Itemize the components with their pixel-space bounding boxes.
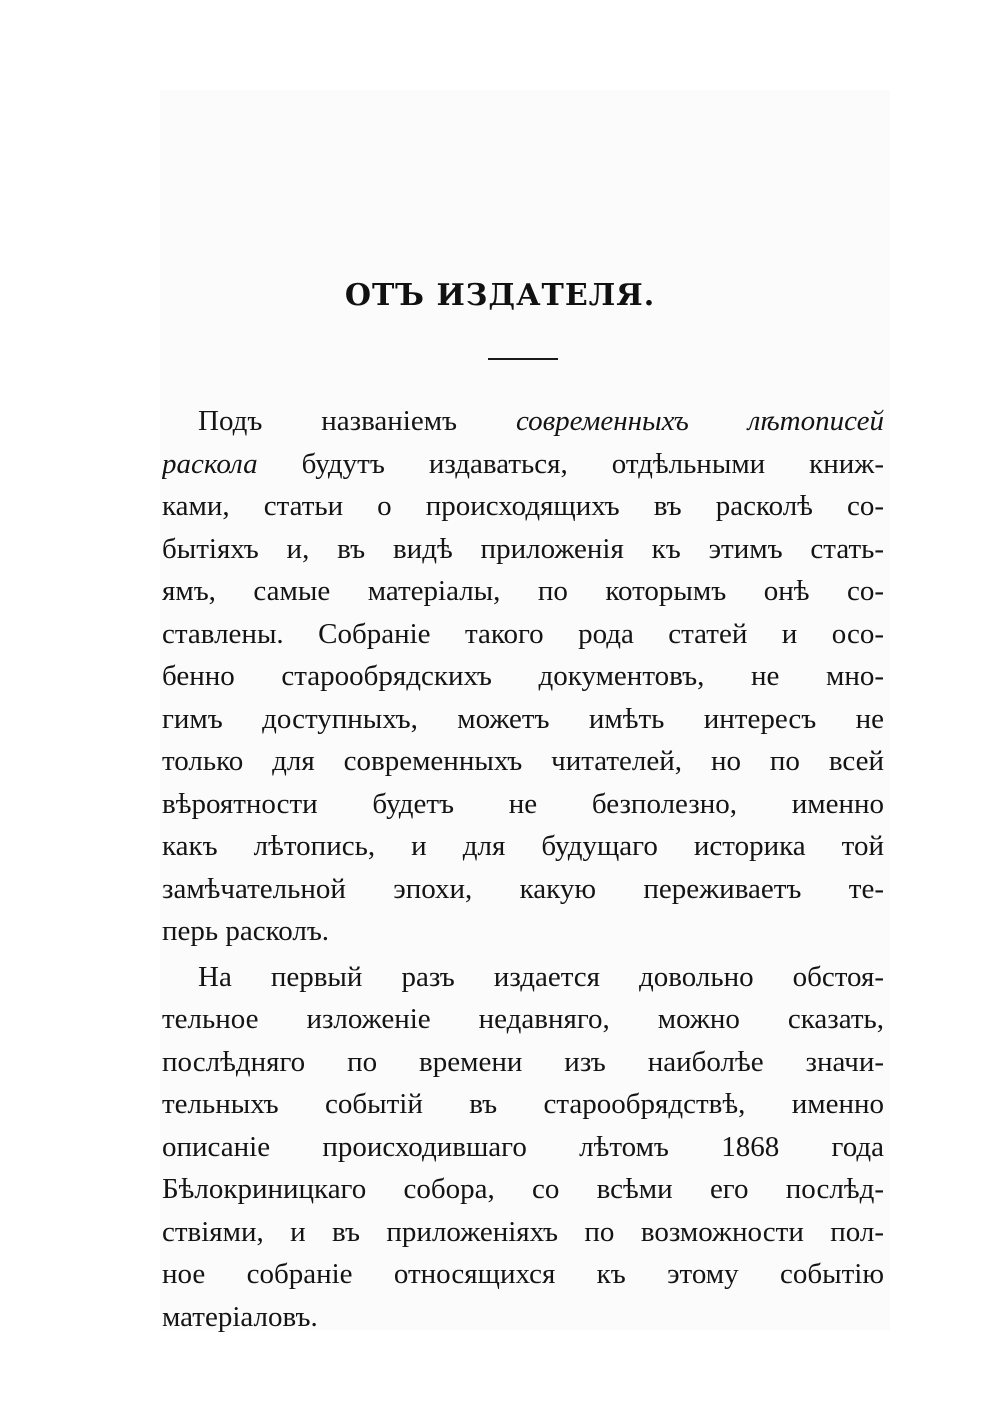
text-line: только для современныхъ читателей, но по всей [162, 745, 884, 777]
text-line: послѣдняго по времени изъ наиболѣе значи- [162, 1045, 884, 1078]
text-line: матеріаловъ. [162, 1300, 318, 1333]
paragraph-2 [162, 956, 884, 1339]
italic-phrase: современныхъ лѣтописей [515, 405, 884, 437]
text-line: раскола будутъ издаваться, отдѣльными книж- [162, 447, 884, 480]
text-line: гимъ доступныхъ, можетъ имѣть интересъ не [162, 702, 884, 735]
text-line: тельное изложеніе недавняго, можно сказать, [162, 1003, 884, 1035]
text-line: Подъ названіемъ современныхъ лѣтописей [198, 405, 884, 437]
text-line: ставлены. Собраніе такого рода статей и осо- [162, 617, 884, 650]
text-line: ками, статьи о происходящихъ въ расколѣ со- [162, 490, 884, 522]
italic-phrase: раскола [162, 447, 258, 480]
title-divider [488, 358, 558, 360]
paragraph-1 [162, 400, 884, 953]
text-line: замѣчательной эпохи, какую переживаетъ те- [162, 872, 884, 905]
text-line: ное собраніе относящихся къ этому событію [162, 1258, 884, 1290]
body-text [162, 400, 884, 1338]
text-line: тельныхъ событій въ старообрядствѣ, именно [162, 1088, 884, 1120]
text-line: бытіяхъ и, въ видѣ приложенія къ этимъ стать- [162, 532, 884, 565]
text-line: На первый разъ издается довольно обстоя- [198, 960, 884, 993]
text-line: ямъ, самые матеріалы, по которымъ онѣ со- [162, 575, 884, 607]
text-line: перь расколъ. [162, 915, 330, 947]
page-title: ОТЪ ИЗДАТЕЛЯ. [344, 278, 656, 313]
text-line: какъ лѣтопись, и для будущаго историка той [162, 830, 884, 862]
text-line: бенно старообрядскихъ документовъ, не мно- [162, 660, 884, 692]
text-line: вѣроятности будетъ не безполезно, именно [162, 787, 884, 820]
text-line: Бѣлокриницкаго собора, со всѣми его послѣд- [162, 1173, 884, 1205]
text-line: описаніе происходившаго лѣтомъ 1868 года [162, 1130, 884, 1163]
text-line: ствіями, и въ приложеніяхъ по возможности пол- [162, 1215, 884, 1248]
